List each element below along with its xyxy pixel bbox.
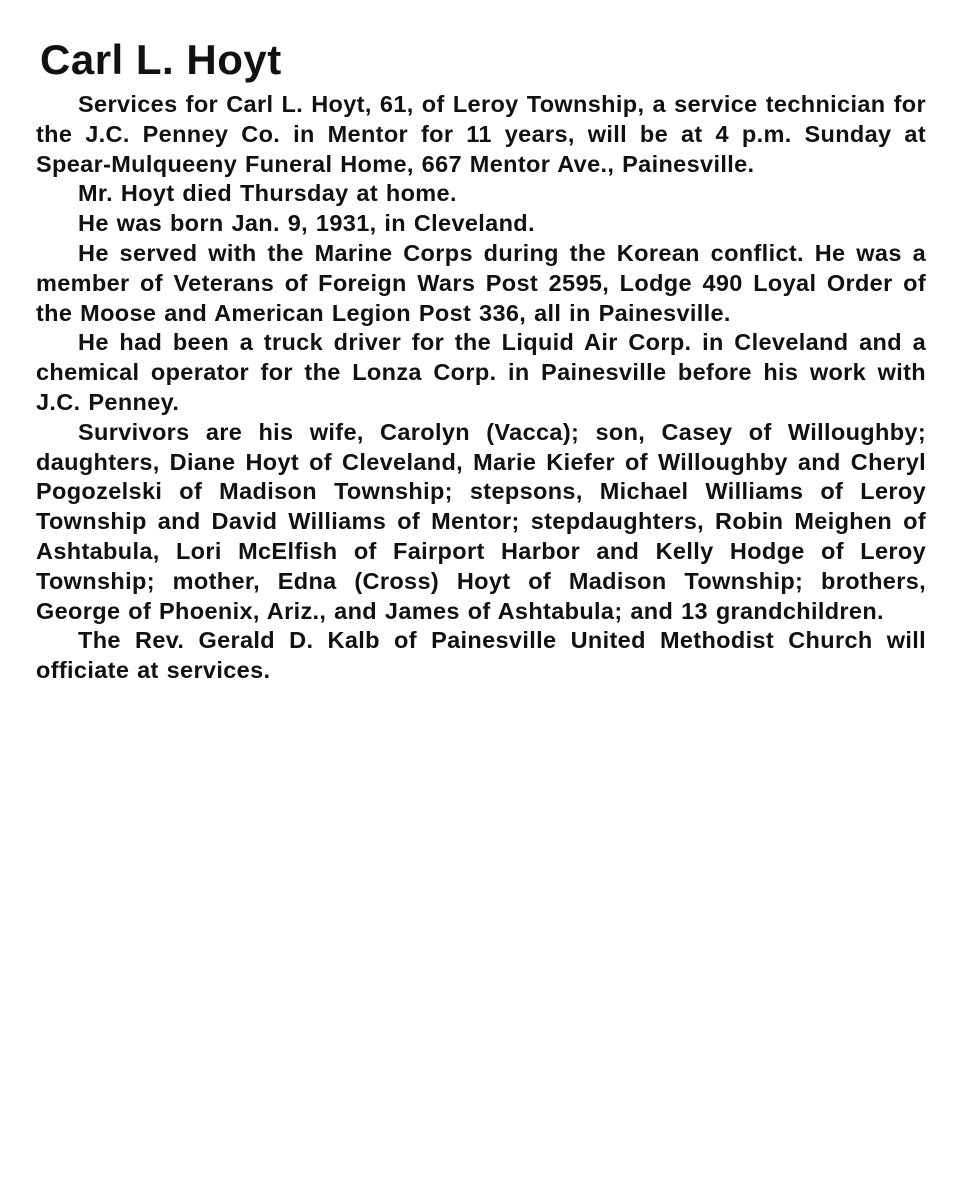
paragraph-services: Services for Carl L. Hoyt, 61, of Leroy Township, a service technician for the J.C. Penney Co. in Mentor for 11 years, will be at 4 p.m. Sunday at Spear-Mulqueeny Funeral Home, 667 Mentor Ave., Painesville. (36, 91, 926, 177)
obituary-headline: Carl L. Hoyt (40, 36, 282, 83)
obituary-body (36, 90, 926, 686)
paragraph-career: He had been a truck driver for the Liquid Air Corp. in Cleveland and a chemical operator for the Lonza Corp. in Painesville before his work with J.C. Penney. (36, 329, 926, 415)
paragraph-survivors: Survivors are his wife, Carolyn (Vacca); son, Casey of Willoughby; daughters, Diane Hoyt of Cleveland, Marie Kiefer of Willoughby and Cheryl Pogozelski of Madison Township; stepsons, Michael Williams of Leroy Township and David Williams of Mentor; stepdaughters, Robin Meighen of Ashtabula, Lori McElfish of Fairport Harbor and Kelly Hodge of Leroy Township; mother, Edna (Cross) Hoyt of Madison Township; brothers, George of Phoenix, Ariz., and James of Ashtabula; and 13 grandchildren. (36, 418, 926, 624)
paragraph-death: Mr. Hoyt died Thursday at home. (78, 180, 457, 207)
paragraph-birth: He was born Jan. 9, 1931, in Cleveland. (78, 210, 535, 237)
paragraph-military-memberships: He served with the Marine Corps during the Korean conflict. He was a member of Veterans of Foreign Wars Post 2595, Lodge 490 Loyal Order of the Moose and American Legion Post 336, all in Painesville. (36, 239, 926, 326)
obituary-clipping (36, 36, 926, 686)
paragraph-officiant: The Rev. Gerald D. Kalb of Painesville United Methodist Church will officiate at services. (36, 627, 926, 684)
